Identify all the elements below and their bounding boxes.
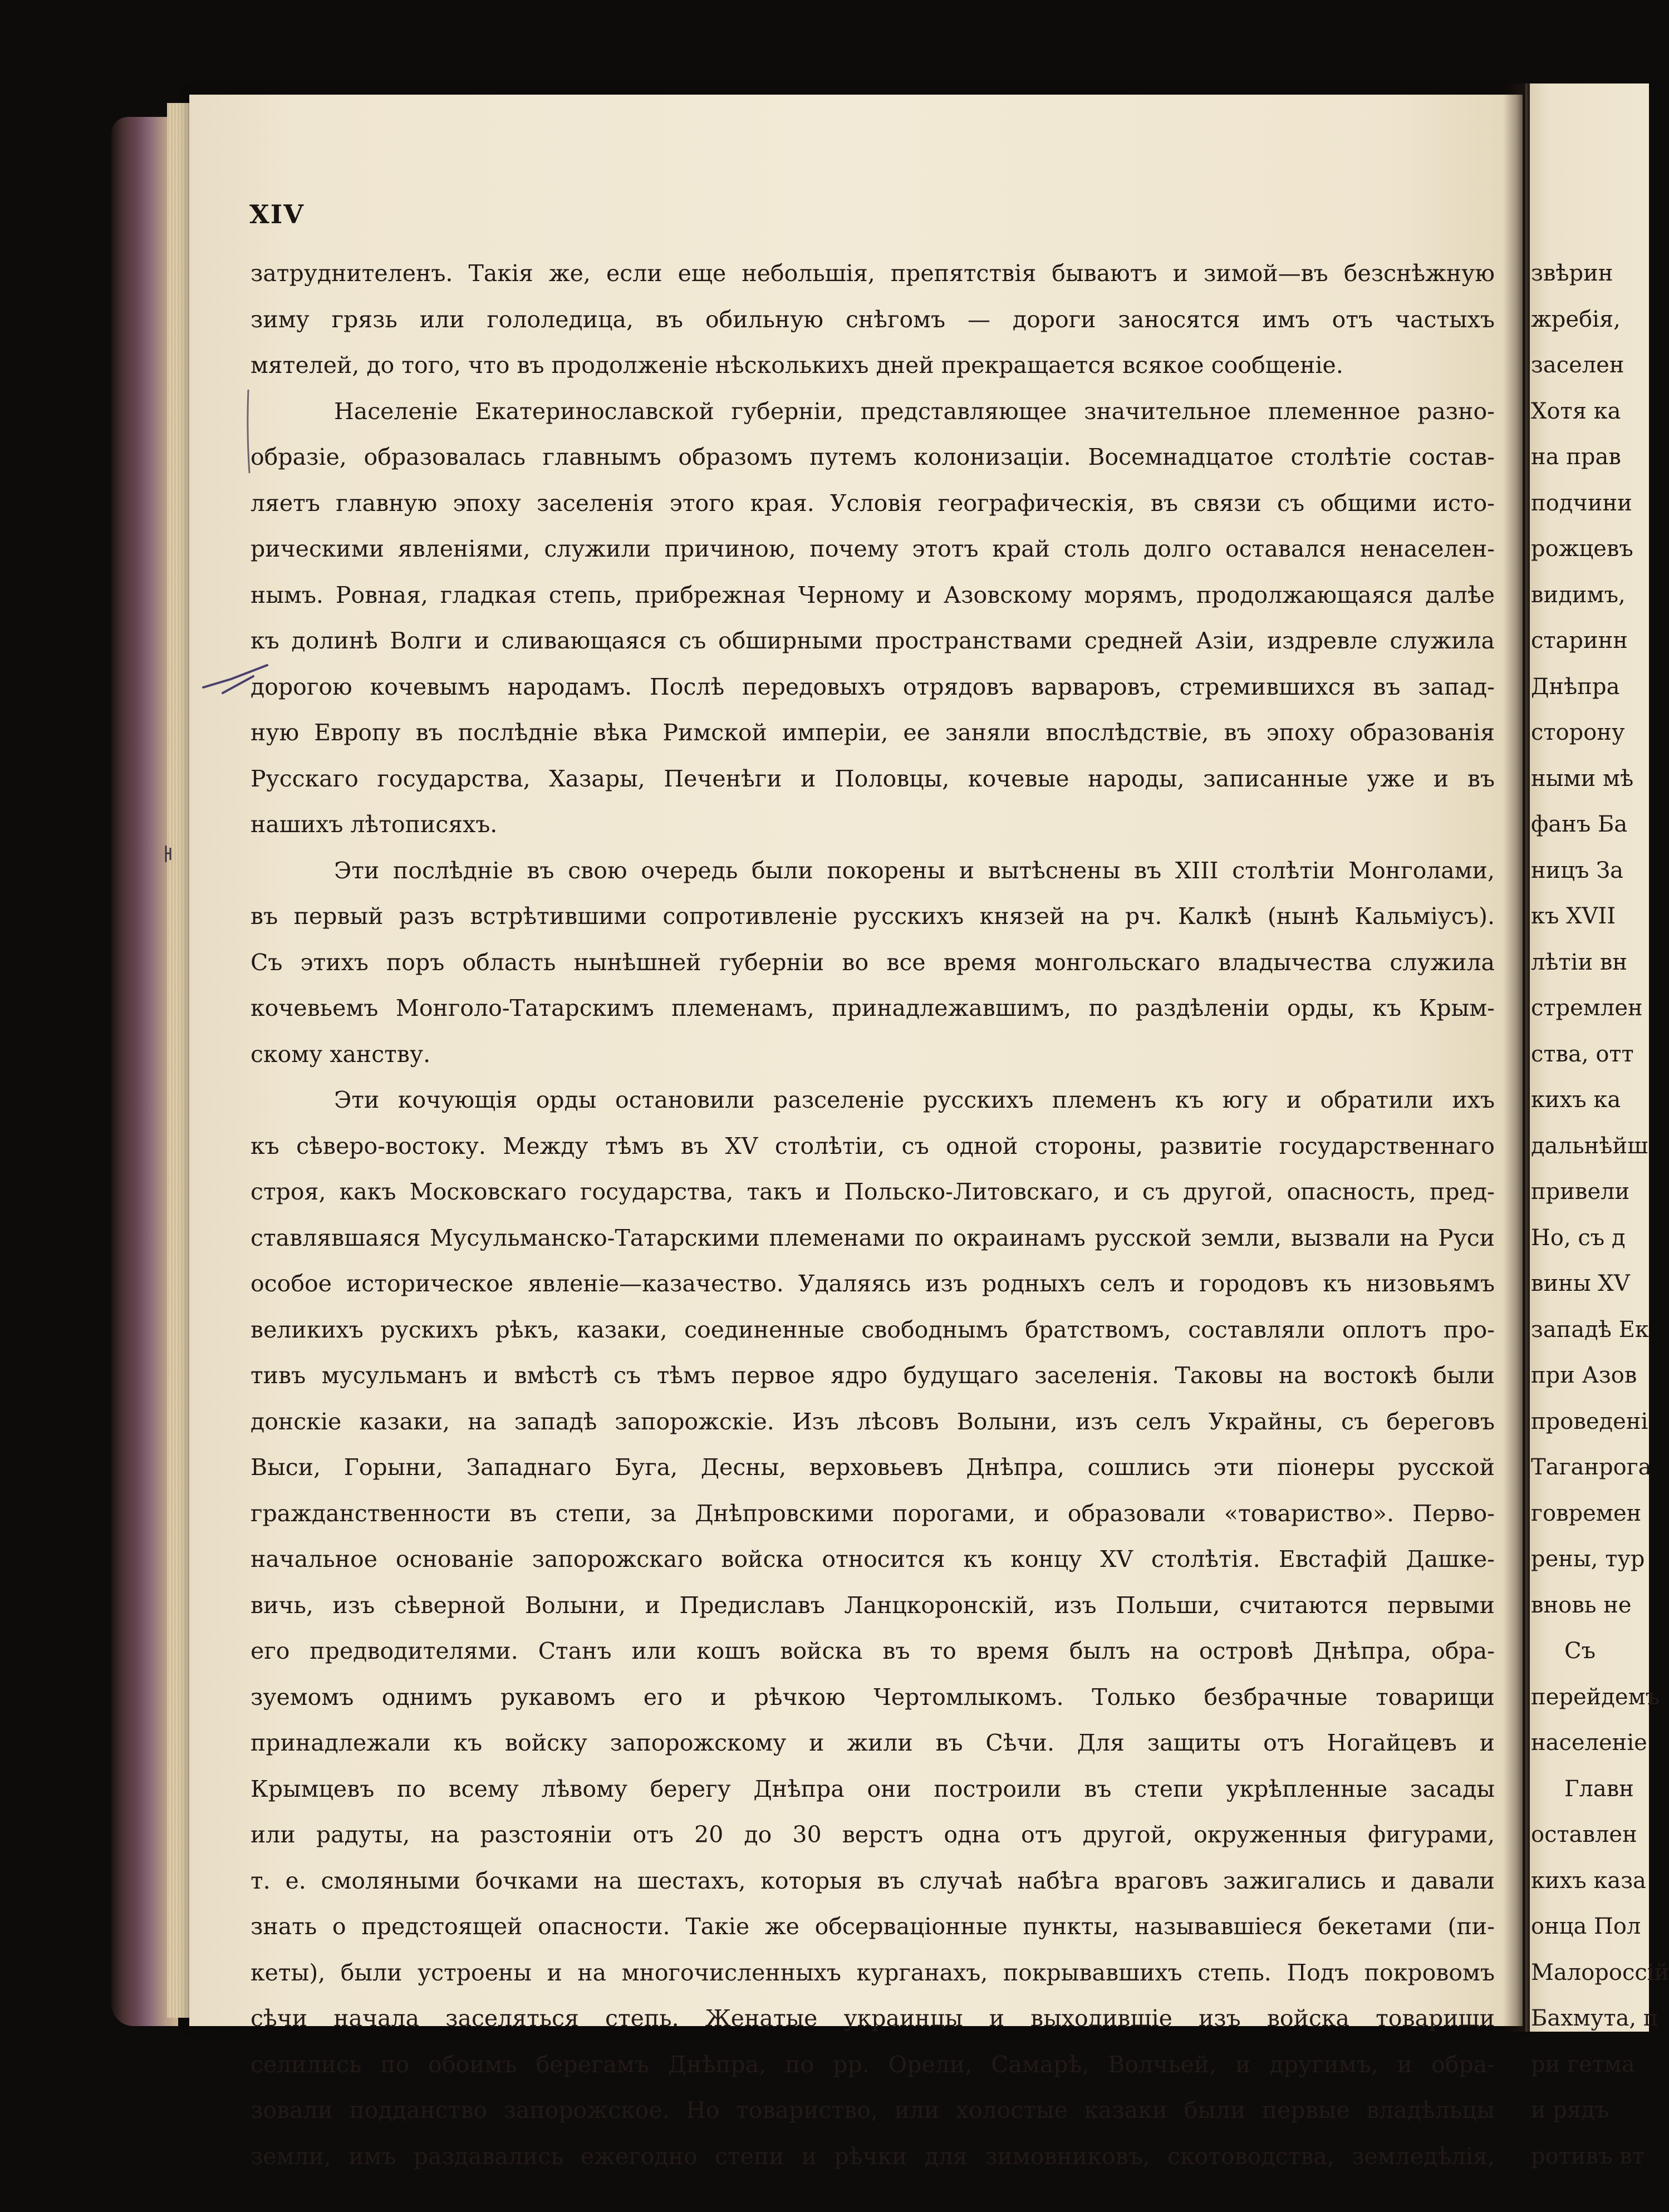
facing-page-line: Малороссій bbox=[1531, 1959, 1669, 1985]
facing-page-line: западѣ Ек bbox=[1531, 1316, 1649, 1343]
text-line: Населеніе Екатеринославской губерніи, представляющее значительное племенное разно- bbox=[334, 397, 1495, 425]
text-line: дорогою кочевымъ народамъ. Послѣ передовыхъ отрядовъ варваровъ, стремившихся въ запад- bbox=[251, 673, 1495, 700]
facing-page-line: перейдемъ bbox=[1531, 1684, 1660, 1710]
text-line: гражданственности въ степи, за Днѣпровскими порогами, и образовали «товариство». Перво- bbox=[251, 1500, 1495, 1527]
facing-page-line: дальнѣйш bbox=[1531, 1133, 1648, 1159]
text-line: строя, какъ Московскаго государства, такъ и Польско-Литовскаго, и съ другой, опасность, пред- bbox=[251, 1178, 1495, 1205]
text-line: донскіе казаки, на западѣ запорожскіе. Изъ лѣсовъ Волыни, изъ селъ Украйны, съ береговъ bbox=[251, 1408, 1495, 1435]
facing-page-line: рожцевъ bbox=[1531, 536, 1633, 562]
text-line: Съ этихъ поръ область нынѣшней губерніи во все время монгольскаго владычества служила bbox=[251, 948, 1495, 976]
text-line: Эти послѣдніе въ свою очередь были покорены и вытѣснены въ XIII столѣтіи Монголами, bbox=[334, 857, 1495, 884]
text-line: ляетъ главную эпоху заселенія этого края. Условія географическія, въ связи съ общими исто- bbox=[251, 489, 1495, 517]
facing-page-line: на прав bbox=[1531, 444, 1621, 470]
facing-page-line: вины XV bbox=[1531, 1271, 1630, 1296]
text-line: рическими явленіями, служили причиною, почему этотъ край столь долго оставался ненаселен- bbox=[251, 535, 1495, 562]
page-number: XIV bbox=[249, 199, 305, 229]
facing-page-line: Съ bbox=[1564, 1638, 1596, 1664]
text-line: въ первый разъ встрѣтившими сопротивленіе русскихъ князей на рч. Калкѣ (нынѣ Кальміусъ). bbox=[251, 903, 1495, 930]
text-line: т. е. смоляными бочками на шестахъ, которыя въ случаѣ набѣга враговъ зажигались и давали bbox=[251, 1867, 1495, 1894]
facing-page-line: говремен bbox=[1531, 1500, 1642, 1526]
book-gutter bbox=[1503, 83, 1530, 2032]
text-line: ную Европу въ послѣдніе вѣка Римской имперіи, ее заняли впослѣдствіе, въ эпоху образованія bbox=[251, 719, 1495, 746]
text-line: кеты), были устроены и на многочисленныхъ курганахъ, покрывавшихъ степь. Подъ покровомъ bbox=[251, 1959, 1495, 1986]
facing-page-line: Бахмута, п bbox=[1531, 2005, 1658, 2031]
text-line: зиму грязь или гололедица, въ обильную снѣгомъ — дороги заносятся имъ отъ частыхъ bbox=[251, 306, 1495, 333]
margin-pencil-line bbox=[243, 387, 254, 476]
text-line: особое историческое явленіе—казачество. Удаляясь изъ родныхъ селъ и городовъ къ низовьямъ bbox=[251, 1270, 1495, 1297]
facing-page-line: звѣрин bbox=[1531, 260, 1613, 286]
facing-page-line: Днѣпра bbox=[1531, 674, 1620, 700]
facing-page-line: проведені bbox=[1531, 1408, 1648, 1434]
facing-page-line: привели bbox=[1531, 1179, 1630, 1205]
facing-page-line: жребія, bbox=[1531, 306, 1621, 332]
facing-page-line: кихъ каза bbox=[1531, 1867, 1646, 1894]
page-body-text bbox=[251, 250, 1495, 2179]
facing-page-line: къ XVII bbox=[1531, 903, 1616, 929]
text-line: земли, имъ раздавались ежегодно степи и рѣчки для зимовниковъ, скотоводства, земледѣлія, bbox=[251, 2142, 1495, 2170]
facing-page-line: Хотя ка bbox=[1531, 398, 1621, 424]
facing-page-line: сторону bbox=[1531, 720, 1625, 745]
text-line: принадлежали къ войску запорожскому и жили въ Сѣчи. Для защиты отъ Ногайцевъ и bbox=[251, 1729, 1495, 1756]
facing-page-line: ротивъ вт bbox=[1531, 2143, 1645, 2169]
text-line: Эти кочующія орды остановили разселеніе русскихъ племенъ къ югу и обратили ихъ bbox=[334, 1087, 1495, 1113]
text-line: его предводителями. Станъ или кошъ войска въ то время былъ на островѣ Днѣпра, обра- bbox=[251, 1638, 1495, 1664]
text-line: зуемомъ однимъ рукавомъ его и рѣчкою Чертомлыкомъ. Только безбрачные товарищи bbox=[251, 1683, 1495, 1710]
text-line: скому ханству. bbox=[251, 1040, 431, 1068]
text-line: нашихъ лѣтописяхъ. bbox=[251, 811, 498, 838]
margin-ink-tick-mark bbox=[200, 654, 273, 704]
text-line: Крымцевъ по всему лѣвому берегу Днѣпра они построили въ степи укрѣпленные засады bbox=[251, 1775, 1495, 1802]
facing-page-line: лѣтіи вн bbox=[1531, 949, 1628, 975]
facing-page-line: при Азов bbox=[1531, 1363, 1637, 1388]
facing-page-line: фанъ Ба bbox=[1531, 812, 1628, 837]
facing-page-line: и рядъ bbox=[1531, 2097, 1609, 2123]
facing-page-line: ницъ За bbox=[1531, 857, 1623, 883]
text-line: образіе, образовалась главнымъ образомъ путемъ колонизаціи. Восемнадцатое столѣтіе состав- bbox=[251, 444, 1495, 470]
text-line: сѣчи начала заселяться степь. Женатые украинцы и выходившіе изъ войска товарищи bbox=[251, 2005, 1495, 2032]
facing-page-line: ства, отт bbox=[1531, 1041, 1634, 1067]
facing-page-line: кихъ ка bbox=[1531, 1087, 1621, 1113]
text-line: знать о предстоящей опасности. Такіе же обсерваціонные пункты, называвшіеся бекетами (пи- bbox=[251, 1913, 1495, 1940]
text-line: Выси, Горыни, Западнаго Буга, Десны, верховьевъ Днѣпра, сошлись эти піонеры русской bbox=[251, 1454, 1495, 1481]
facing-page-line: вновь не bbox=[1531, 1592, 1632, 1618]
facing-page-line: видимъ, bbox=[1531, 582, 1626, 608]
text-line: нымъ. Ровная, гладкая степь, прибрежная Черному и Азовскому морямъ, продолжающаяся далѣе bbox=[251, 581, 1495, 608]
text-line: тивъ мусульманъ и вмѣстѣ съ тѣмъ первое ядро будущаго заселенія. Таковы на востокѣ были bbox=[251, 1362, 1495, 1389]
text-line: къ сѣверо-востоку. Между тѣмъ въ XV столѣтіи, съ одной стороны, развитіе государственнаго bbox=[251, 1132, 1495, 1159]
facing-page-line: стремлен bbox=[1531, 995, 1643, 1021]
text-line: вичь, изъ сѣверной Волыни, и Предиславъ Ланцкоронскій, изъ Польши, считаются первыми bbox=[251, 1591, 1495, 1619]
facing-page-line: Но, съ д bbox=[1531, 1225, 1626, 1251]
facing-page-line: ными мѣ bbox=[1531, 765, 1634, 792]
text-line: затруднителенъ. Такія же, если еще небольшія, препятствія бываютъ и зимой—въ безснѣжную bbox=[251, 260, 1495, 287]
facing-page-line: ри гетма bbox=[1531, 2051, 1635, 2077]
facing-page-line: оставлен bbox=[1531, 1822, 1637, 1847]
text-line: начальное основаніе запорожскаго войска относится къ концу XV столѣтія. Евстафій Дашке- bbox=[251, 1546, 1495, 1572]
text-line: ставлявшаяся Мусульманско-Татарскими племенами по окраинамъ русской земли, вызвали на Руси bbox=[251, 1224, 1495, 1251]
margin-ink-squiggle bbox=[163, 843, 176, 866]
text-line: Русскаго государства, Хазары, Печенѣги и Половцы, кочевые народы, записанные уже и въ bbox=[251, 765, 1495, 792]
facing-page-line: населеніе bbox=[1531, 1730, 1647, 1756]
text-line: селились по обоимъ берегамъ Днѣпра, по рр. Орели, Самарѣ, Волчьей, и другимъ, и обра- bbox=[251, 2051, 1495, 2078]
facing-page-line: Таганрога bbox=[1531, 1454, 1652, 1480]
text-line: къ долинѣ Волги и сливающаяся съ обширными пространствами средней Азіи, издревле служила bbox=[251, 627, 1495, 654]
facing-page-text bbox=[1531, 250, 1669, 2179]
facing-page-line: рены, тур bbox=[1531, 1546, 1645, 1572]
facing-page-line: онца Пол bbox=[1531, 1914, 1641, 1939]
facing-page-line: Главн bbox=[1564, 1776, 1634, 1802]
text-line: мятелей, до того, что въ продолженіе нѣсколькихъ дней прекращается всякое сообщеніе. bbox=[251, 352, 1343, 379]
text-line: кочевьемъ Монголо-Татарскимъ племенамъ, принадлежавшимъ, по раздѣленіи орды, къ Крым- bbox=[251, 995, 1495, 1021]
text-line: зовали подданство запорожское. Но товариство, или холостые казаки были первые владѣльцы bbox=[251, 2097, 1495, 2123]
facing-page-line: старинн bbox=[1531, 628, 1628, 653]
facing-page-line: подчини bbox=[1531, 490, 1632, 516]
text-line: великихъ рускихъ рѣкъ, казаки, соединенные свободнымъ братствомъ, составляли оплотъ про- bbox=[251, 1316, 1495, 1343]
text-line: или радуты, на разстояніи отъ 20 до 30 верстъ одна отъ другой, окруженныя фигурами, bbox=[251, 1821, 1495, 1848]
facing-page-line: заселен bbox=[1531, 352, 1624, 378]
